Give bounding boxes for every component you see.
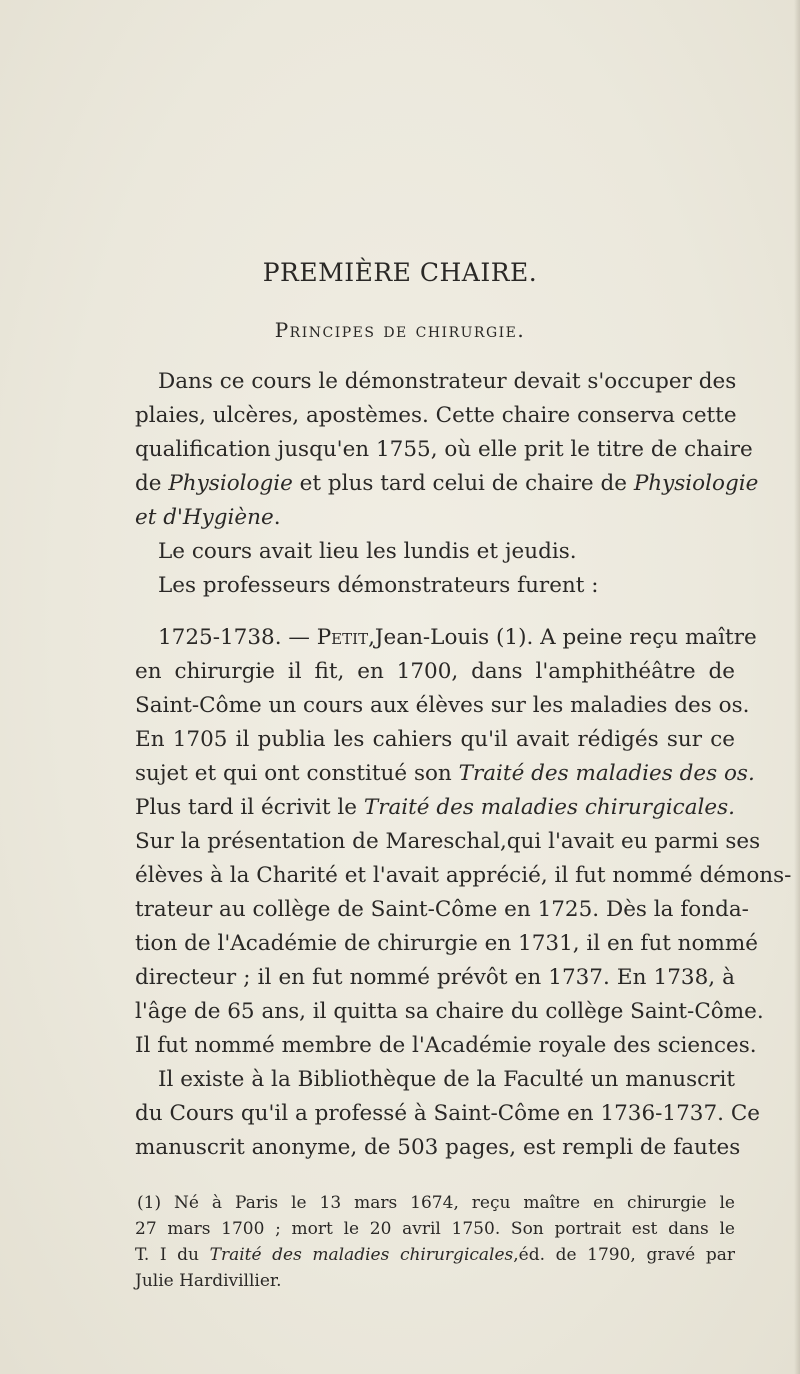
body-text: et plus tard celui de chaire de (292, 471, 634, 496)
body-line (135, 501, 735, 535)
professor-surname: Petit (316, 625, 369, 650)
body-line: Saint-Côme un cours aux élèves sur les maladies des os. (135, 693, 750, 718)
italic-title: Traité des maladies des os. (458, 761, 755, 786)
italic-title: Traité des maladies chirurgicales (209, 1245, 514, 1265)
body-line: du Cours qu'il a professé à Saint-Côme en 1736-1737. Ce (135, 1101, 760, 1126)
italic-title: Physiologie (168, 471, 293, 496)
body-line: Il existe à la Bibliothèque de la Faculté un manuscrit (158, 1067, 735, 1092)
body-line: plaies, ulcères, apostèmes. Cette chaire conserva cette (135, 403, 737, 428)
body-line: Il fut nommé membre de l'Académie royale des sciences. (135, 1033, 757, 1058)
body-line: Sur la présentation de Mareschal,qui l'avait eu parmi ses (135, 829, 761, 854)
professor-entry-line (158, 621, 757, 655)
body-line: directeur ; il en fut nommé prévôt en 1737. En 1738, à (135, 965, 735, 990)
page-edge-shadow (794, 0, 800, 1374)
footnote-text: T. I du (135, 1245, 210, 1265)
chapter-subheading: Principes de chirurgie. (274, 318, 526, 342)
footnote-line: 27 mars 1700 ; mort le 20 avril 1750. Son portrait est dans le (135, 1219, 735, 1239)
footnote-line: Julie Hardivillier. (135, 1271, 282, 1291)
professor-given-name: ,Jean-Louis (1). A peine reçu maître (368, 625, 757, 650)
body-line: en chirurgie il fit, en 1700, dans l'amphithéâtre de (135, 659, 735, 684)
body-text: Plus tard il écrivit le (135, 795, 364, 820)
italic-title: et d'Hygiène (135, 505, 274, 530)
body-text: de (135, 471, 169, 496)
body-line: tion de l'Académie de chirurgie en 1731, il en fut nommé (135, 931, 758, 956)
chapter-heading: PREMIÈRE CHAIRE. (262, 258, 538, 287)
italic-title: Traité des maladies chirurgicales. (363, 795, 735, 820)
italic-title: Physiologie (633, 471, 759, 496)
body-line: l'âge de 65 ans, il quitta sa chaire du collège Saint-Côme. (135, 999, 764, 1024)
body-line: En 1705 il publia les cahiers qu'il avait rédigés sur ce (135, 727, 735, 752)
body-line: manuscrit anonyme, de 503 pages, est rempli de fautes (135, 1135, 741, 1160)
body-line: élèves à la Charité et l'avait apprécié, il fut nommé démons- (135, 863, 792, 888)
body-line: Dans ce cours le démonstrateur devait s'occuper des (158, 369, 737, 394)
body-line: qualification jusqu'en 1755, où elle prit le titre de chaire (135, 437, 753, 462)
body-line: Les professeurs démonstrateurs furent : (158, 573, 599, 598)
footnote-line (135, 1242, 735, 1268)
entry-years: 1725-1738. — (158, 625, 310, 650)
footnote-line: (1) Né à Paris le 13 mars 1674, reçu maître en chirurgie le (137, 1193, 735, 1213)
body-line (135, 791, 735, 825)
body-text: . (273, 505, 281, 530)
body-line (135, 467, 759, 501)
body-line (135, 757, 755, 791)
body-line: trateur au collège de Saint-Côme en 1725. Dès la fonda- (135, 897, 749, 922)
footnote-text: ,éd. de 1790, gravé par (513, 1245, 735, 1265)
body-line: Le cours avait lieu les lundis et jeudis. (158, 539, 577, 564)
body-text: sujet et qui ont constitué son (135, 761, 459, 786)
